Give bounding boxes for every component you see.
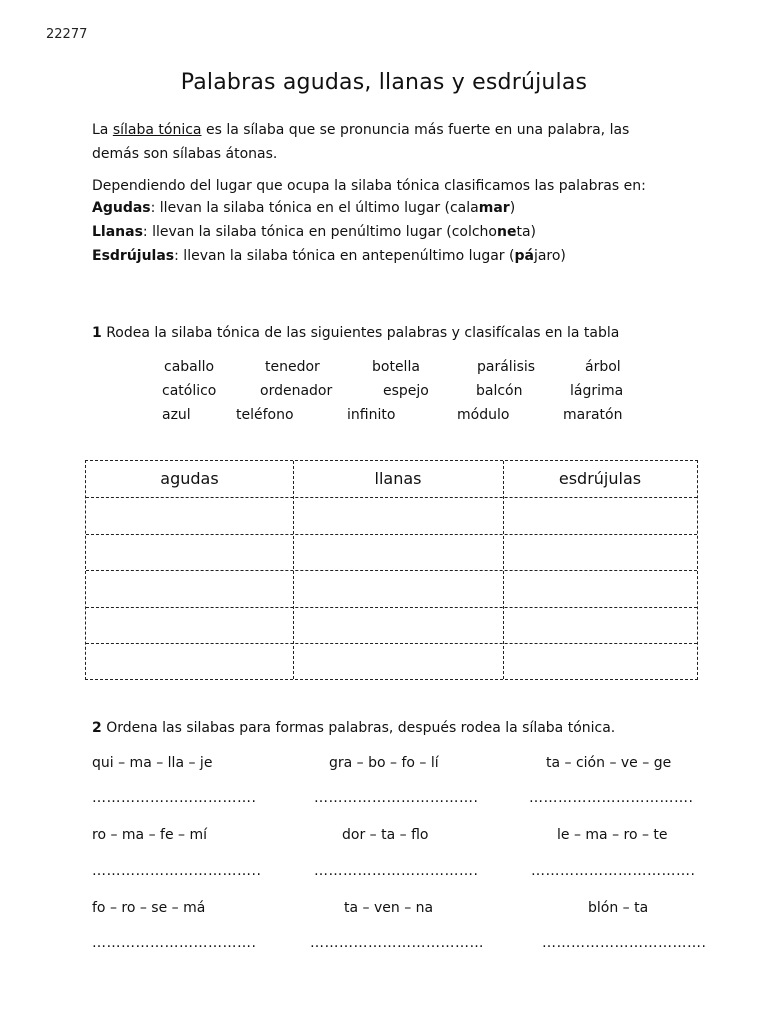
classification-table [85,460,698,680]
answer-line: ……………………………. [314,863,479,879]
definition-agudas: Agudas: llevan la silaba tónica en el último lugar (calamar) [92,200,516,216]
word: lágrima [570,383,624,399]
syllable-group: dor – ta – flo [342,827,429,843]
word: parálisis [477,359,536,375]
word: infinito [347,407,396,423]
word: módulo [457,407,510,423]
exercise-1-instruction: 1 Rodea la silaba tónica de las siguientes palabras y clasifícalas en la tabla [92,325,620,341]
definition-esdrujulas: Esdrújulas: llevan la silaba tónica en antepenúltimo lugar (pájaro) [92,248,566,264]
syllable-group: gra – bo – fo – lí [329,755,439,771]
term-silaba-tonica: sílaba tónica [112,122,202,138]
syllable-group: ro – ma – fe – mí [92,827,208,843]
table-header-llanas: llanas [374,469,422,488]
syllable-group: qui – ma – lla – je [92,755,213,771]
answer-line: ……………………………. [92,935,257,951]
table-divider [86,497,697,498]
answer-line: ……………………………. [542,935,707,951]
table-divider [86,607,697,608]
syllable-group: ta – ción – ve – ge [546,755,672,771]
syllable-group: ta – ven – na [344,900,434,916]
word: árbol [585,359,621,375]
syllable-group: fo – ro – se – má [92,900,206,916]
word: azul [162,407,191,423]
page-title: Palabras agudas, llanas y esdrújulas [180,70,588,95]
answer-line: ……………………………. [529,790,694,806]
table-divider [86,534,697,535]
syllable-group: blón – ta [588,900,649,916]
document-id: 22277 [46,27,88,42]
answer-line: …………………………….. [92,863,262,879]
exercise-2-instruction: 2 Ordena las silabas para formas palabras, después rodea la sílaba tónica. [92,720,616,736]
word: católico [162,383,217,399]
syllable-group: le – ma – ro – te [557,827,668,843]
table-header-esdrujulas: esdrújulas [558,469,642,488]
intro-line-3: Dependiendo del lugar que ocupa la silaba tónica clasificamos las palabras en: [92,178,646,194]
answer-line: ……………………………. [531,863,696,879]
word: tenedor [265,359,320,375]
table-divider [86,643,697,644]
word: balcón [476,383,523,399]
definition-llanas: Llanas: llevan la silaba tónica en penúltimo lugar (colchoneta) [92,224,536,240]
table-header-agudas: agudas [160,469,219,488]
word: botella [372,359,420,375]
table-divider [86,570,697,571]
word: caballo [164,359,215,375]
word: espejo [383,383,429,399]
answer-line: ……………………………… [310,935,484,951]
word: teléfono [236,407,294,423]
intro-line-2: demás son sílabas átonas. [92,146,278,162]
intro-line-1: La sílaba tónica es la sílaba que se pronuncia más fuerte en una palabra, las [92,122,630,138]
word: ordenador [260,383,333,399]
word: maratón [563,407,623,423]
answer-line: ……………………………. [92,790,257,806]
answer-line: ……………………………. [314,790,479,806]
